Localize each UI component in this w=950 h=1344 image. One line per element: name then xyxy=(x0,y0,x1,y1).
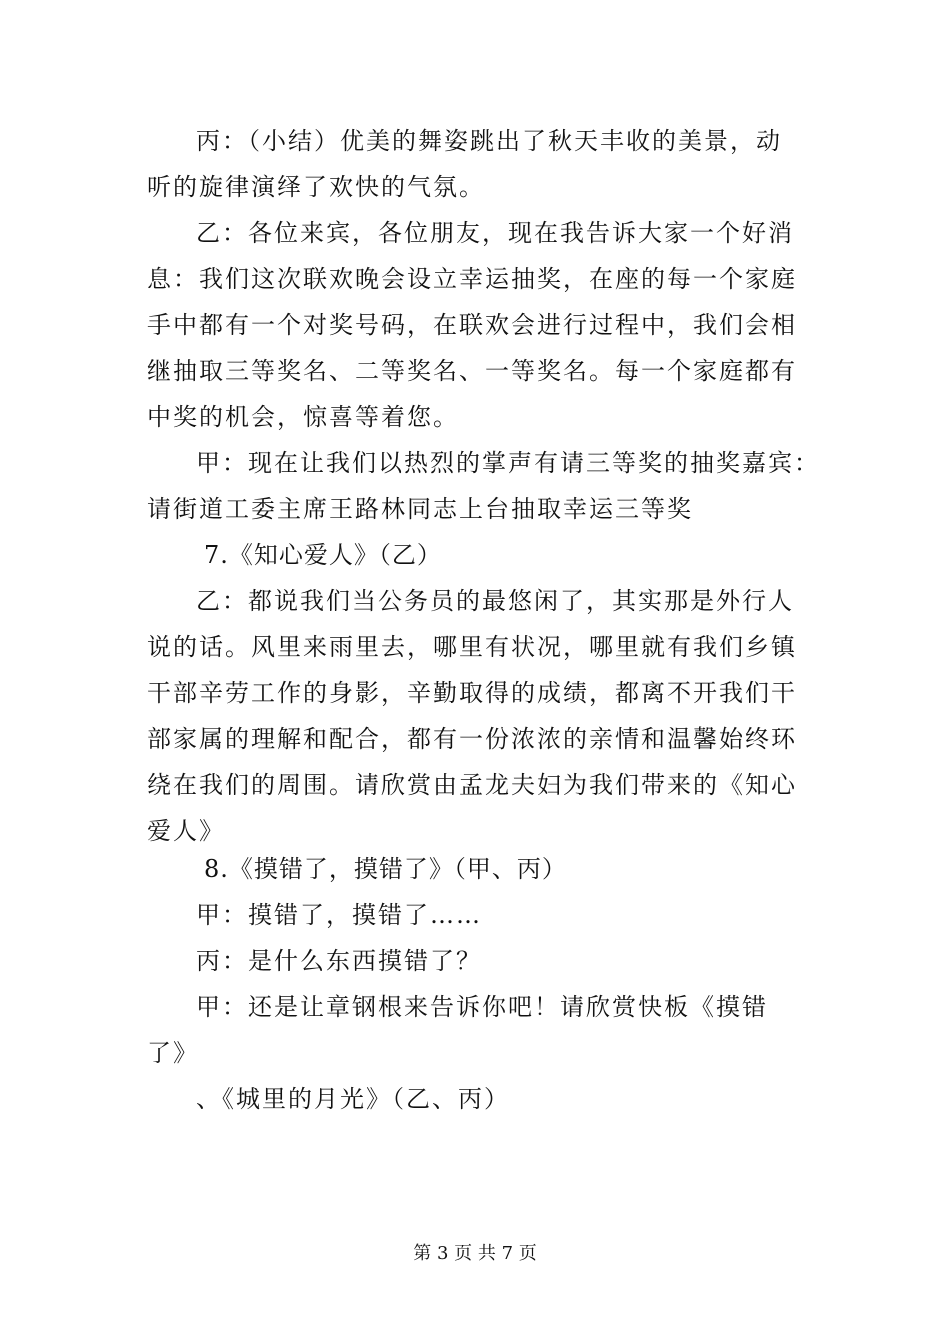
paragraph-line: 甲：摸错了，摸错了…… xyxy=(196,901,482,929)
paragraph-line: 绕在我们的周围。请欣赏由孟龙夫妇为我们带来的《知心 xyxy=(147,771,797,799)
section-heading: 8.《摸错了，摸错了》（甲、丙） xyxy=(204,855,567,883)
paragraph-line: 干部辛劳工作的身影，辛勤取得的成绩，都离不开我们干 xyxy=(147,679,797,707)
paragraph-line: 甲：还是让章钢根来告诉你吧！请欣赏快板《摸错 xyxy=(196,993,768,1021)
paragraph-line: 甲：现在让我们以热烈的掌声有请三等奖的抽奖嘉宾： xyxy=(196,449,820,477)
paragraph-line: 听的旋律演绎了欢快的气氛。 xyxy=(147,173,485,201)
section-heading: 、《城里的月光》（乙、丙） xyxy=(196,1085,510,1113)
paragraph-line: 了》 xyxy=(147,1039,199,1067)
paragraph-line: 部家属的理解和配合，都有一份浓浓的亲情和温馨始终环 xyxy=(147,725,797,753)
paragraph-line: 乙：都说我们当公务员的最悠闲了，其实那是外行人 xyxy=(196,587,794,615)
paragraph-line: 乙：各位来宾，各位朋友，现在我告诉大家一个好消 xyxy=(196,219,794,247)
paragraph-line: 请街道工委主席王路林同志上台抽取幸运三等奖 xyxy=(147,495,693,523)
paragraph-line: 说的话。风里来雨里去，哪里有状况，哪里就有我们乡镇 xyxy=(147,633,797,661)
paragraph-line: 手中都有一个对奖号码，在联欢会进行过程中，我们会相 xyxy=(147,311,797,339)
paragraph-line: 继抽取三等奖名、二等奖名、一等奖名。每一个家庭都有 xyxy=(147,357,797,385)
paragraph-line: 丙：（小结）优美的舞姿跳出了秋天丰收的美景，动 xyxy=(196,127,782,155)
paragraph-line: 丙：是什么东西摸错了？ xyxy=(196,947,482,975)
page-number-footer: 第 3 页 共 7 页 xyxy=(413,1243,537,1264)
paragraph-line: 爱人》 xyxy=(147,817,225,845)
paragraph-line: 中奖的机会，惊喜等着您。 xyxy=(147,403,459,431)
paragraph-line: 息：我们这次联欢晚会设立幸运抽奖，在座的每一个家庭 xyxy=(147,265,797,293)
section-heading: 7.《知心爱人》（乙） xyxy=(204,541,442,569)
